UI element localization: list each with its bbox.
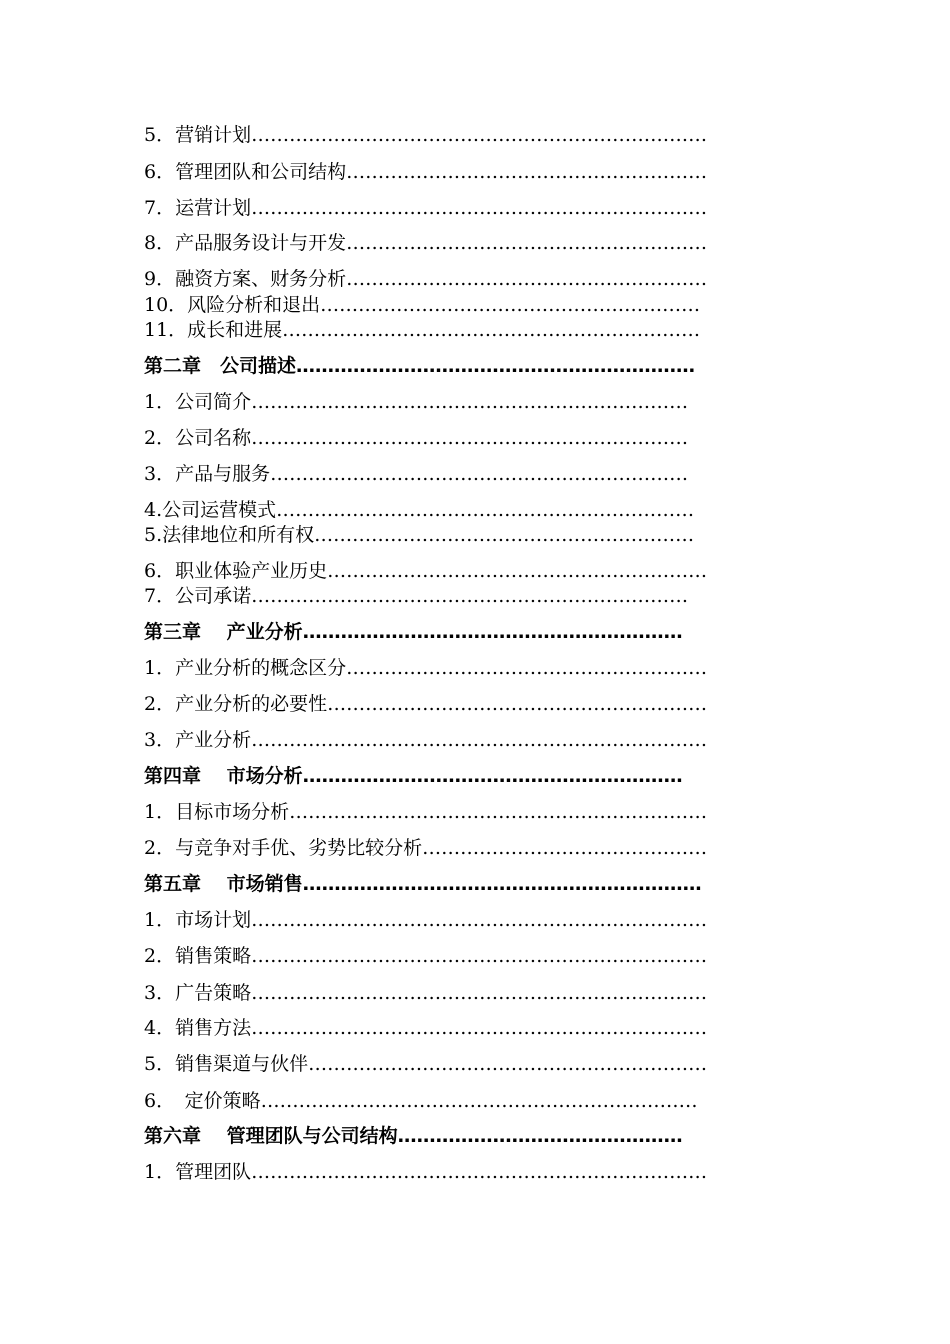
toc-item: 5．营销计划………………………………………………………………: [144, 124, 708, 146]
chapter-heading: 第六章 管理团队与公司结构………………………………………: [144, 1125, 683, 1147]
toc-item: 2．销售策略………………………………………………………………: [144, 945, 708, 967]
toc-item: 6．管理团队和公司结构…………………………………………………: [144, 161, 708, 183]
chapter-heading: 第二章 公司描述………………………………………………………: [144, 355, 696, 377]
toc-item: 6． 定价策略……………………………………………………………: [144, 1090, 698, 1112]
toc-item: 2．与竞争对手优、劣势比较分析………………………………………: [144, 837, 708, 859]
toc-item: 4.公司运营模式…………………………………………………………: [144, 499, 695, 521]
toc-item: 1．产业分析的概念区分…………………………………………………: [144, 657, 708, 679]
toc-item: 7．公司承诺……………………………………………………………: [144, 585, 689, 607]
chapter-heading: 第四章 市场分析……………………………………………………: [144, 765, 683, 787]
toc-item: 1．公司简介……………………………………………………………: [144, 391, 689, 413]
toc-item: 5.法律地位和所有权……………………………………………………: [144, 524, 695, 546]
toc-item: 9．融资方案、财务分析…………………………………………………: [144, 268, 708, 290]
toc-item: 3．产品与服务…………………………………………………………: [144, 463, 689, 485]
toc-item: 1．市场计划………………………………………………………………: [144, 909, 708, 931]
toc-item: 2．产业分析的必要性……………………………………………………: [144, 693, 708, 715]
toc-item: 11．成长和进展…………………………………………………………: [144, 319, 701, 341]
toc-item: 4．销售方法………………………………………………………………: [144, 1017, 708, 1039]
toc-item: 10．风险分析和退出……………………………………………………: [144, 294, 701, 316]
toc-item: 3．产业分析………………………………………………………………: [144, 729, 708, 751]
toc-item: 2．公司名称……………………………………………………………: [144, 427, 689, 449]
toc-item: 1．目标市场分析…………………………………………………………: [144, 801, 708, 823]
toc-item: 6．职业体验产业历史……………………………………………………: [144, 560, 708, 582]
chapter-heading: 第五章 市场销售………………………………………………………: [144, 873, 702, 895]
toc-item: 5．销售渠道与伙伴………………………………………………………: [144, 1053, 708, 1075]
toc-item: 7．运营计划………………………………………………………………: [144, 197, 708, 219]
toc-item: 8．产品服务设计与开发…………………………………………………: [144, 232, 708, 254]
toc-item: 3．广告策略………………………………………………………………: [144, 982, 708, 1004]
chapter-heading: 第三章 产业分析……………………………………………………: [144, 621, 683, 643]
toc-item: 1．管理团队………………………………………………………………: [144, 1161, 708, 1183]
